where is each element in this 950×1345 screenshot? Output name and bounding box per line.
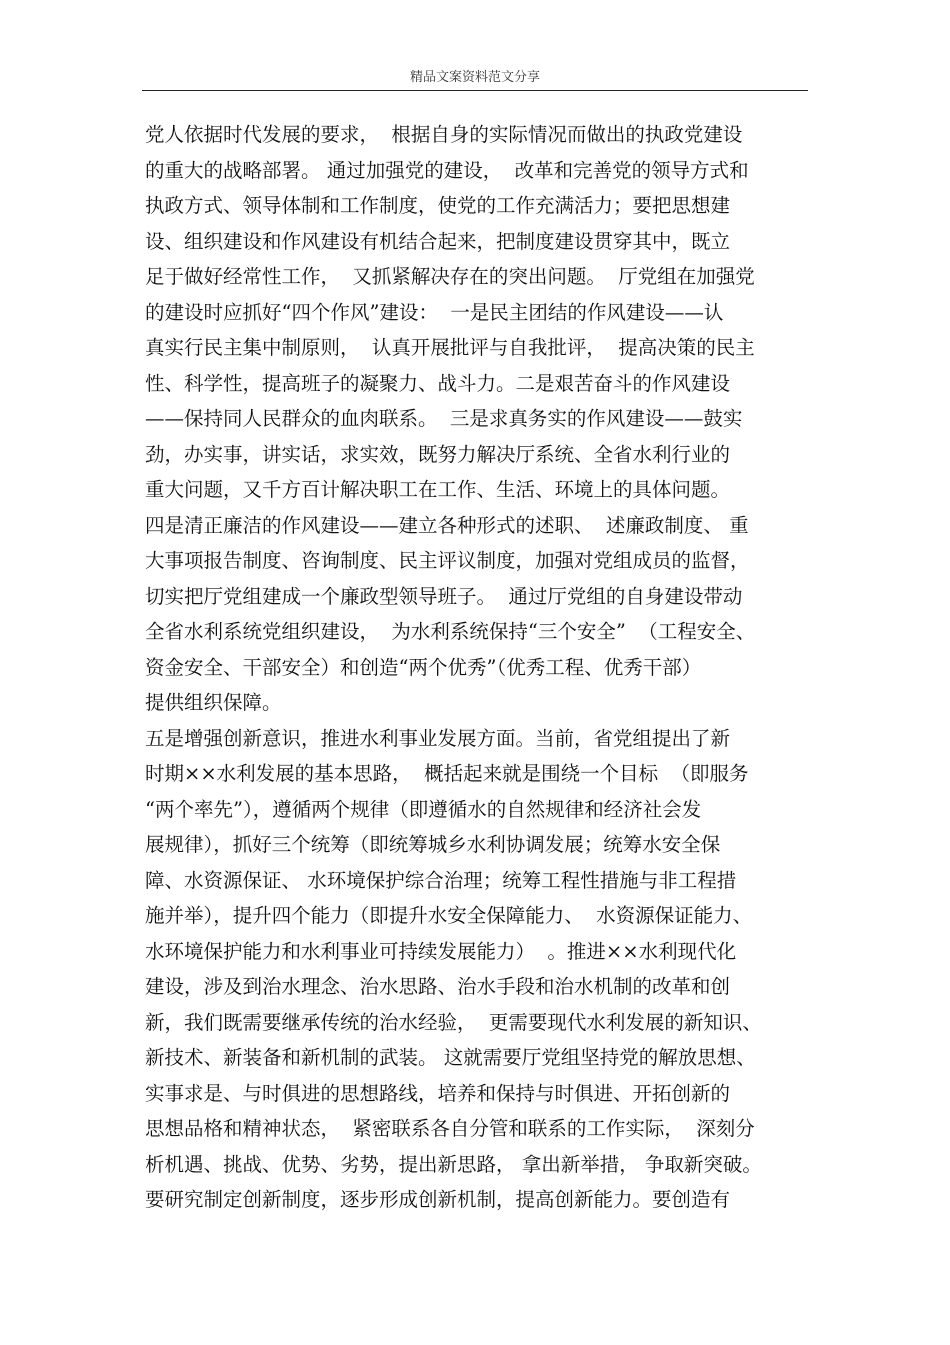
document-body [145, 117, 815, 1218]
body-line: 思想品格和精神状态， 紧密联系各自分管和联系的工作实际， 深刻分 [145, 1117, 755, 1140]
body-line: 障、水资源保证、 水环境保护综合治理；统筹工程性措施与非工程措 [145, 868, 737, 892]
header-divider [142, 90, 808, 91]
body-line: 足于做好经常性工作， 又抓紧解决存在的突出问题。 厅党组在加强党 [145, 265, 755, 288]
body-line: ——保持同人民群众的血肉联系。 三是求真务实的作风建设——鼓实 [145, 407, 743, 430]
body-line: 析机遇、挑战、优势、劣势，提出新思路， 拿出新举措， 争取新突破。 [145, 1152, 762, 1176]
body-line: 的重大的战略部署。 通过加强党的建设， 改革和完善党的领导方式和 [145, 158, 749, 182]
body-line: 要研究制定创新制度，逐步形成创新机制，提高创新能力。要创造有 [145, 1188, 731, 1211]
body-line: 全省水利系统党组织建设， 为水利系统保持“三个安全” （工程安全、 [145, 620, 756, 643]
body-line: 五是增强创新意识，推进水利事业发展方面。当前，省党组提出了新 [145, 726, 731, 750]
body-line: 水环境保护能力和水利事业可持续发展能力） 。推进××水利现代化 [145, 939, 737, 963]
body-line: 大事项报告制度、咨询制度、民主评议制度，加强对党组成员的监督， [145, 549, 750, 572]
body-line: 施并举），提升四个能力（即提升水安全保障能力、 水资源保证能力、 [145, 904, 753, 927]
body-line: 执政方式、领导体制和工作制度，使党的工作充满活力；要把思想建 [145, 194, 731, 217]
body-line: 建设，涉及到治水理念、治水思路、治水手段和治水机制的改革和创 [145, 975, 731, 998]
body-line: 切实把厅党组建成一个廉政型领导班子。 通过厅党组的自身建设带动 [145, 584, 743, 608]
body-line: 展规律），抓好三个统筹（即统筹城乡水利协调发展；统筹水安全保 [145, 833, 721, 856]
body-line: 新技术、新装备和新机制的武装。 这就需要厅党组坚持党的解放思想、 [145, 1046, 756, 1069]
body-line: 重大问题，又千方百计解决职工在工作、生活、环境上的具体问题。 [145, 478, 731, 501]
body-line: 时期××水利发展的基本思路， 概括起来就是围绕一个目标 （即服务 [145, 762, 749, 785]
body-line: 实事求是、与时俱进的思想路线，培养和保持与时俱进、开拓创新的 [145, 1081, 731, 1105]
body-line: 提供组织保障。 [145, 691, 282, 714]
body-line: 劲，办实事，讲实话，求实效，既努力解决厅系统、全省水利行业的 [145, 442, 731, 466]
body-line: “两个率先”），遵循两个规律（即遵循水的自然规律和经济社会发 [145, 797, 702, 821]
body-line: 党人依据时代发展的要求， 根据自身的实际情况而做出的执政党建设 [145, 123, 743, 146]
body-line: 新，我们既需要继承传统的治水经验， 更需要现代水利发展的新知识、 [145, 1010, 762, 1034]
body-line: 真实行民主集中制原则， 认真开展批评与自我批评， 提高决策的民主 [145, 336, 755, 359]
body-line: 设、组织建设和作风建设有机结合起来，把制度建设贯穿其中，既立 [145, 229, 731, 253]
body-line: 性、科学性，提高班子的凝聚力、战斗力。二是艰苦奋斗的作风建设 [145, 371, 731, 395]
body-line: 的建设时应抓好“四个作风”建设： 一是民主团结的作风建设——认 [145, 300, 724, 324]
page-header-title: 精品文案资料范文分享 [409, 70, 540, 85]
body-line: 四是清正廉洁的作风建设——建立各种形式的述职、 述廉政制度、 重 [145, 513, 749, 537]
body-line: 资金安全、干部安全）和创造“两个优秀”（优秀工程、优秀干部） [145, 655, 702, 679]
